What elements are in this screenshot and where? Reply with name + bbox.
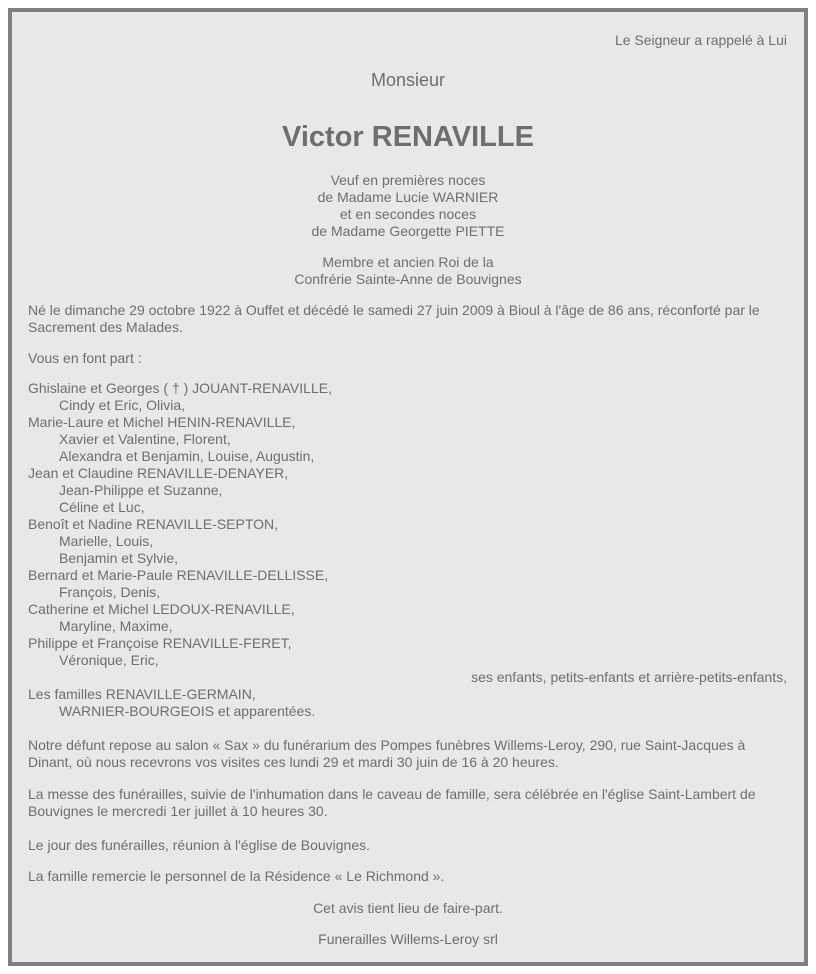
marriage-line: Veuf en premières noces — [330, 172, 486, 188]
marriage-line: de Madame Georgette PIETTE — [311, 223, 505, 239]
marriages-block — [12, 172, 804, 240]
birth-death-paragraph: Né le dimanche 29 octobre 1922 à Ouffet et décédé le samedi 27 juin 2009 à Bioul à l'âge de 86 ans, réconforté par le Sacrement des Malades. — [28, 302, 760, 335]
family-member-line: Céline et Luc, — [59, 499, 145, 515]
honorific: Monsieur — [370, 70, 446, 90]
family-member-line: Marielle, Louis, — [59, 533, 154, 549]
family-member-line: Bernard et Marie-Paule RENAVILLE-DELLISSE, — [28, 567, 329, 583]
family-list — [28, 380, 788, 720]
announcement-intro: Vous en font part : — [28, 350, 142, 366]
tagline: Le Seigneur a rappelé à Lui — [614, 32, 787, 48]
marriage-line: et en secondes noces — [339, 206, 477, 222]
family-member-line: Cindy et Eric, Olivia, — [59, 397, 186, 413]
family-member-line: Marie-Laure et Michel HENIN-RENAVILLE, — [28, 414, 296, 430]
family-member-line: François, Denis, — [59, 584, 161, 600]
deceased-name: Victor RENAVILLE — [282, 121, 534, 153]
repose-paragraph: Notre défunt repose au salon « Sax » du funérarium des Pompes funèbres Willems-Leroy, 290, rue Saint-Jacques à Dinant, où nous recevrons vos visites ces lundi 29 et mardi 30 juin de 16 à 20 heures. — [28, 737, 746, 770]
family-member-line: Xavier et Valentine, Florent, — [59, 431, 231, 447]
meeting-paragraph: Le jour des funérailles, réunion à l'église de Bouvignes. — [28, 837, 371, 853]
family-member-line: Catherine et Michel LEDOUX-RENAVILLE, — [28, 601, 295, 617]
funeral-home-name: Funerailles Willems-Leroy srl — [318, 931, 498, 947]
family-member-line: Véronique, Eric, — [59, 652, 159, 668]
mass-paragraph: La messe des funérailles, suivie de l'inhumation dans le caveau de famille, sera célébrée en l'église Saint-Lambert de Bouvignes le mercredi 1er juillet à 10 heures 30. — [28, 786, 756, 819]
membership-line: Confrérie Sainte-Anne de Bouvignes — [294, 271, 522, 287]
family-member-line: Alexandra et Benjamin, Louise, Augustin, — [59, 448, 315, 464]
funeral-home-signature — [12, 931, 804, 948]
notice-note-text: Cet avis tient lieu de faire-part. — [313, 900, 503, 916]
family-member-line: Benoît et Nadine RENAVILLE-SEPTON, — [28, 516, 279, 532]
marriage-line: de Madame Lucie WARNIER — [317, 189, 499, 205]
notice-note — [12, 900, 804, 917]
family-member-line: Maryline, Maxime, — [59, 618, 173, 634]
family-member-line: Ghislaine et Georges ( † ) JOUANT-RENAVILLE, — [28, 380, 332, 396]
membership-line: Membre et ancien Roi de la — [322, 254, 494, 270]
membership-block — [12, 254, 804, 288]
extended-family-line: Les familles RENAVILLE-GERMAIN, — [28, 686, 256, 702]
family-summary: ses enfants, petits-enfants et arrière-petits-enfants, — [471, 669, 787, 685]
extended-family-line: WARNIER-BOURGEOIS et apparentées. — [59, 703, 316, 719]
family-member-line: Jean-Philippe et Suzanne, — [59, 482, 223, 498]
family-member-line: Jean et Claudine RENAVILLE-DENAYER, — [28, 465, 289, 481]
family-member-line: Benjamin et Sylvie, — [59, 550, 179, 566]
family-member-line: Philippe et Françoise RENAVILLE-FERET, — [28, 635, 292, 651]
obituary-card — [8, 8, 808, 966]
thanks-paragraph: La famille remercie le personnel de la Résidence « Le Richmond ». — [28, 868, 445, 884]
